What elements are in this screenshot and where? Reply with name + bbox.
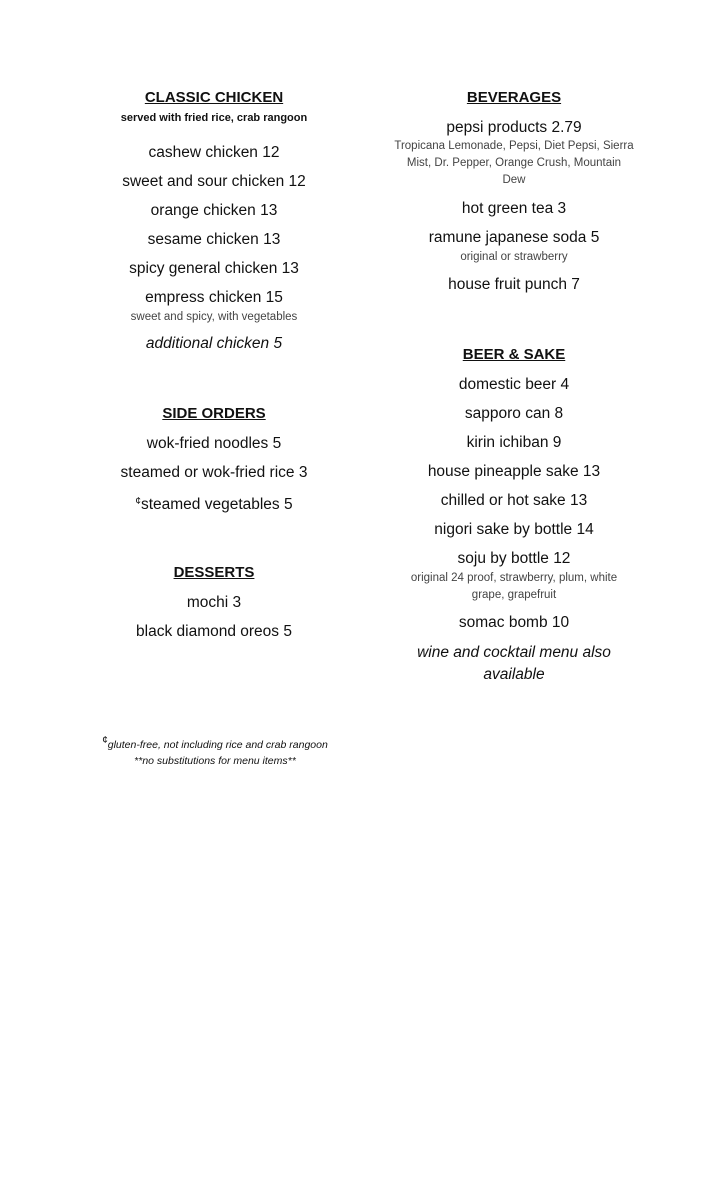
additional-chicken: additional chicken 5	[145, 335, 283, 352]
menu-item: domestic beer 4	[458, 376, 570, 393]
wine-cocktail-note: wine and cocktail menu also available	[417, 644, 611, 683]
menu-item: house pineapple sake 13	[427, 463, 601, 480]
gluten-free-legend	[60, 733, 370, 753]
footer-notes	[60, 733, 370, 769]
no-substitutions-note: **no substitutions for menu items**	[134, 755, 296, 767]
menu-item: cashew chicken 12	[148, 144, 280, 161]
soju-note: original 24 proof, strawberry, plum, white grape, grapefruit	[410, 572, 618, 601]
gluten-free-menu-item	[84, 492, 344, 515]
menu-item: sesame chicken 13	[147, 231, 281, 248]
menu-item: hot green tea 3	[461, 200, 567, 217]
menu-item: nigori sake by bottle 14	[434, 521, 594, 538]
menu-item: kirin ichiban 9	[466, 434, 562, 451]
menu-item: spicy general chicken 13	[129, 260, 299, 277]
menu-item: pepsi products 2.79	[446, 119, 582, 136]
menu-item: chilled or hot sake 13	[440, 492, 588, 509]
gluten-free-symbol: ¢	[102, 735, 108, 746]
menu-item: soju by bottle 12	[457, 550, 571, 567]
menu-item: somac bomb 10	[458, 614, 570, 631]
beverages-heading: BEVERAGES	[466, 89, 562, 106]
pepsi-note: Tropicana Lemonade, Pepsi, Diet Pepsi, Sierra Mist, Dr. Pepper, Orange Crush, Mountain Dew	[394, 140, 634, 186]
gluten-free-legend-text: gluten-free, not including rice and crab rangoon	[107, 739, 328, 751]
menu-item: house fruit punch 7	[448, 276, 580, 293]
menu-item: black diamond oreos 5	[136, 623, 292, 640]
menu-item: sweet and sour chicken 12	[122, 173, 306, 190]
gluten-free-symbol: ¢	[135, 496, 141, 507]
empress-chicken-note: sweet and spicy, with vegetables	[130, 311, 298, 323]
gluten-free-item-label: steamed vegetables 5	[140, 496, 293, 513]
menu-item: empress chicken 15	[145, 289, 283, 306]
menu-item: wok-fried noodles 5	[146, 435, 282, 452]
beer-sake-heading: BEER & SAKE	[462, 346, 566, 363]
classic-chicken-subheading: served with fried rice, crab rangoon	[120, 112, 308, 124]
menu-item: orange chicken 13	[150, 202, 278, 219]
menu-item: sapporo can 8	[464, 405, 564, 422]
menu-item: ramune japanese soda 5	[428, 229, 600, 246]
classic-chicken-heading: CLASSIC CHICKEN	[144, 89, 284, 106]
side-orders-heading: SIDE ORDERS	[162, 405, 266, 422]
menu-item: mochi 3	[186, 594, 242, 611]
menu-item: steamed or wok-fried rice 3	[120, 464, 308, 481]
ramune-note: original or strawberry	[460, 251, 568, 263]
desserts-heading: DESSERTS	[173, 564, 255, 581]
